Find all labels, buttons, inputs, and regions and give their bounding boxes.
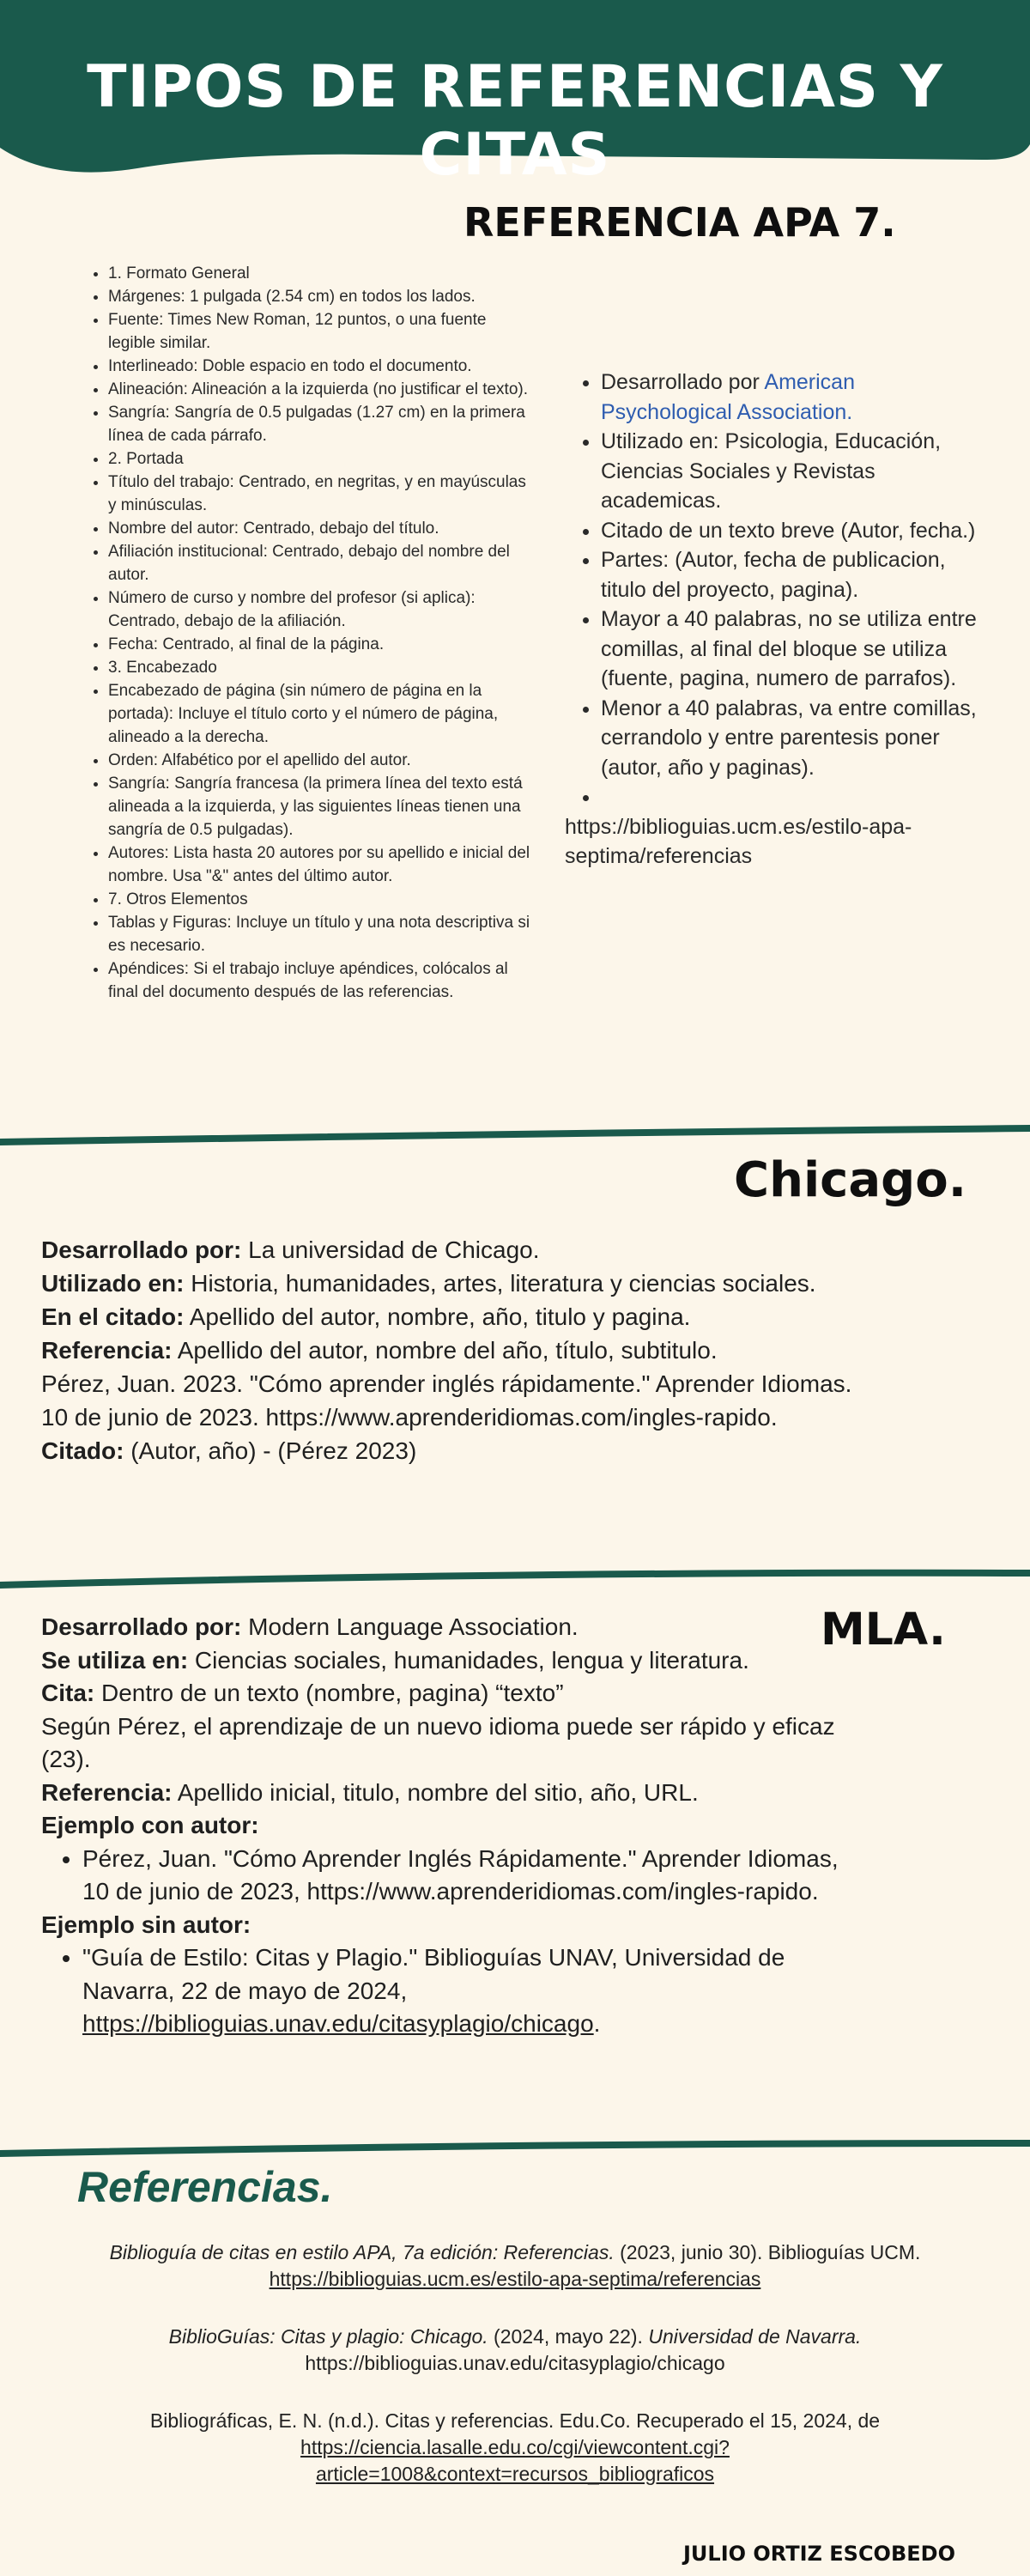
field-label: Citado: [41,1437,124,1464]
apa-section-title: REFERENCIA APA 7. [464,199,896,246]
list-item: • Sangría: Sangría francesa (la primera línea del texto está alineada a la izquierda, y las siguientes líneas tienen una sangría de 0.5 pulgadas). [108,772,532,841]
reference-line: Bibliográficas, E. N. (n.d.). Citas y referencias. Edu.Co. Recuperado el 15, 2024, de [149,2409,881,2432]
list-item: • Afiliación institucional: Centrado, debajo del nombre del autor. [108,540,532,586]
list-item: • Utilizado en: Psicologia, Educación, Ciencias Sociales y Revistas academicas. [601,427,977,516]
apa-summary [565,368,977,872]
field-value: Dentro de un texto (nombre, pagina) “texto” [94,1680,564,1706]
field-label: Referencia: [41,1778,173,1806]
list-item: • Apéndices: Si el trabajo incluye apéndices, colócalos al final del documento después de las referencias. [108,957,532,1004]
apa-developer-link[interactable]: American Psychological Association. [601,370,855,424]
list-item: • Nombre del autor: Centrado, debajo del título. [108,517,532,540]
list-item: • 3. Encabezado [108,656,532,679]
reference-link[interactable]: https://ciencia.lasalle.edu.co/cgi/viewcontent.cgi? [300,2436,730,2458]
list-item: • 2. Portada [108,447,532,471]
list-item: • Sangría: Sangría de 0.5 pulgadas (1.27 cm) en la primera línea de cada párrafo. [108,401,532,447]
field-label: Referencia: [41,1337,173,1364]
field-value: Ciencias sociales, humanidades, lengua y literatura. [188,1646,749,1674]
field-label: Desarrollado por: [41,1613,242,1640]
mla-developed [41,1611,865,1644]
field-value: Historia, humanidades, artes, literatura y ciencias sociales. [184,1270,816,1297]
list-item: • Mayor a 40 palabras, no se utiliza entre comillas, al final del bloque se utiliza (fuente, pagina, numero de parrafos). [601,605,977,694]
apa-developed-item [601,368,977,427]
chicago-body [41,1233,865,1467]
chicago-reference [41,1334,865,1367]
list-item: • Fuente: Times New Roman, 12 puntos, o una fuente legible similar. [108,308,532,355]
list-item [82,1941,865,2041]
field-label: Ejemplo con autor: [41,1812,259,1838]
field-value: Modern Language Association. [241,1613,579,1640]
apa-developed-prefix: Desarrollado por [601,370,765,394]
reference-line [34,2324,996,2350]
list-item: • 1. Formato General [108,262,532,285]
list-item: • Fecha: Centrado, al final de la página. [108,633,532,656]
field-label: En el citado: [41,1303,185,1330]
field-label: Ejemplo sin autor: [41,1911,251,1938]
mla-body [41,1611,865,2041]
reference-title: Biblioguía de citas en estilo APA, 7a edición: Referencias. [109,2241,615,2263]
list-item: • Orden: Alfabético por el apellido del autor. [108,749,532,772]
mla-reference [41,1777,865,1810]
reference-link[interactable]: https://biblioguias.ucm.es/estilo-apa-septima/referencias [269,2268,761,2290]
apa-source-url: https://biblioguias.ucm.es/estilo-apa-septima/referencias [565,814,912,868]
field-label: Desarrollado por: [41,1236,242,1263]
list-item: • Menor a 40 palabras, va entre comillas, cerrandolo y entre parentesis poner (autor, año y paginas). [601,694,977,783]
section-divider [0,1561,1030,1595]
mla-used [41,1644,865,1678]
list-item: • Márgenes: 1 pulgada (2.54 cm) en todos los lados. [108,285,532,308]
reference-link[interactable]: https://biblioguias.unav.edu/citasyplagio/chicago [305,2352,725,2374]
list-item: • Interlineado: Doble espacio en todo el documento. [108,355,532,378]
list-item: • Pérez, Juan. "Cómo Aprender Inglés Rápidamente." Aprender Idiomas, 10 de junio de 2023, https://www.aprenderidiomas.com/ingles-rapido. [82,1843,865,1909]
field-value: Apellido inicial, titulo, nombre del sitio, año, URL. [172,1778,699,1806]
list-item: • Título del trabajo: Centrado, en negritas, y en mayúsculas y minúsculas. [108,471,532,517]
reference-details: (2023, junio 30). Biblioguías UCM. [614,2241,921,2263]
field-label: Cita: [41,1680,95,1706]
mla-cite-example: Según Pérez, el aprendizaje de un nuevo idioma puede ser rápido y eficaz (23). [41,1712,835,1772]
reference-entry-1 [34,2239,996,2293]
field-label: Utilizado en: [41,1270,185,1297]
chicago-developed [41,1233,865,1267]
mla-with-author-list [41,1843,865,1909]
chicago-section-title: Chicago. [734,1152,966,1208]
chicago-cite [41,1300,865,1334]
list-item: • Partes: (Autor, fecha de publicacion, titulo del proyecto, pagina). [601,545,977,605]
section-divider [0,1120,1030,1154]
field-value: (Autor, año) - (Pérez 2023) [124,1437,417,1464]
field-label: Se utiliza en: [41,1646,189,1674]
chicago-cited [41,1434,865,1467]
field-value: Apellido del autor, nombre del año, título, subtitulo. [172,1337,718,1364]
mla-without-author-end: . [593,2010,601,2037]
field-value: La universidad de Chicago. [241,1236,540,1263]
list-item: • Número de curso y nombre del profesor (si aplica): Centrado, debajo de la afiliación. [108,586,532,633]
chicago-example: Pérez, Juan. 2023. "Cómo aprender inglés rápidamente." Aprender Idiomas. 10 de junio de 2023. https://www.aprenderidiomas.com/ingles-rapido. [41,1370,852,1431]
mla-without-author-list [41,1941,865,2041]
reference-publisher: Universidad de Navarra. [648,2325,862,2348]
reference-entry-2 [34,2324,996,2377]
reference-entry-3 [34,2408,996,2488]
mla-without-author-link[interactable]: https://biblioguias.unav.edu/citasyplagio/chicago [82,2010,594,2037]
list-item: • Encabezado de página (sin número de página en la portada): Incluye el título corto y el número de página, alineado a la derecha. [108,679,532,749]
list-item: • Citado de un texto breve (Autor, fecha.) [601,516,977,546]
list-item: • 7. Otros Elementos [108,888,532,911]
list-item: • Alineación: Alineación a la izquierda (no justificar el texto). [108,378,532,401]
list-item-empty [601,782,977,812]
mla-cite [41,1677,865,1710]
apa-format-list [86,262,532,1004]
field-value: Apellido del autor, nombre, año, titulo y pagina. [184,1303,691,1330]
reference-line [34,2239,996,2266]
reference-details: (2024, mayo 22). [488,2325,649,2348]
mla-section-title: MLA. [821,1604,946,1656]
mla-with-author-label [41,1809,865,1843]
list-item: • Tablas y Figuras: Incluye un título y una nota descriptiva si es necesario. [108,911,532,957]
header-banner [0,0,1030,189]
references-title: Referencias. [77,2163,333,2211]
reference-title: BiblioGuías: Citas y plagio: Chicago. [168,2325,488,2348]
page-title: TIPOS DE REFERENCIAS Y CITAS [87,53,943,189]
chicago-used [41,1267,865,1300]
author-name: JULIO ORTIZ ESCOBEDO [683,2542,955,2566]
mla-without-author-label [41,1909,865,1942]
list-item: • Autores: Lista hasta 20 autores por su apellido e inicial del nombre. Usa "&" antes del último autor. [108,841,532,888]
reference-link[interactable]: article=1008&context=recursos_bibliograficos [315,2463,715,2485]
mla-without-author-text: "Guía de Estilo: Citas y Plagio." Biblioguías UNAV, Universidad de Navarra, 22 de mayo de 2024, [82,1944,785,2004]
